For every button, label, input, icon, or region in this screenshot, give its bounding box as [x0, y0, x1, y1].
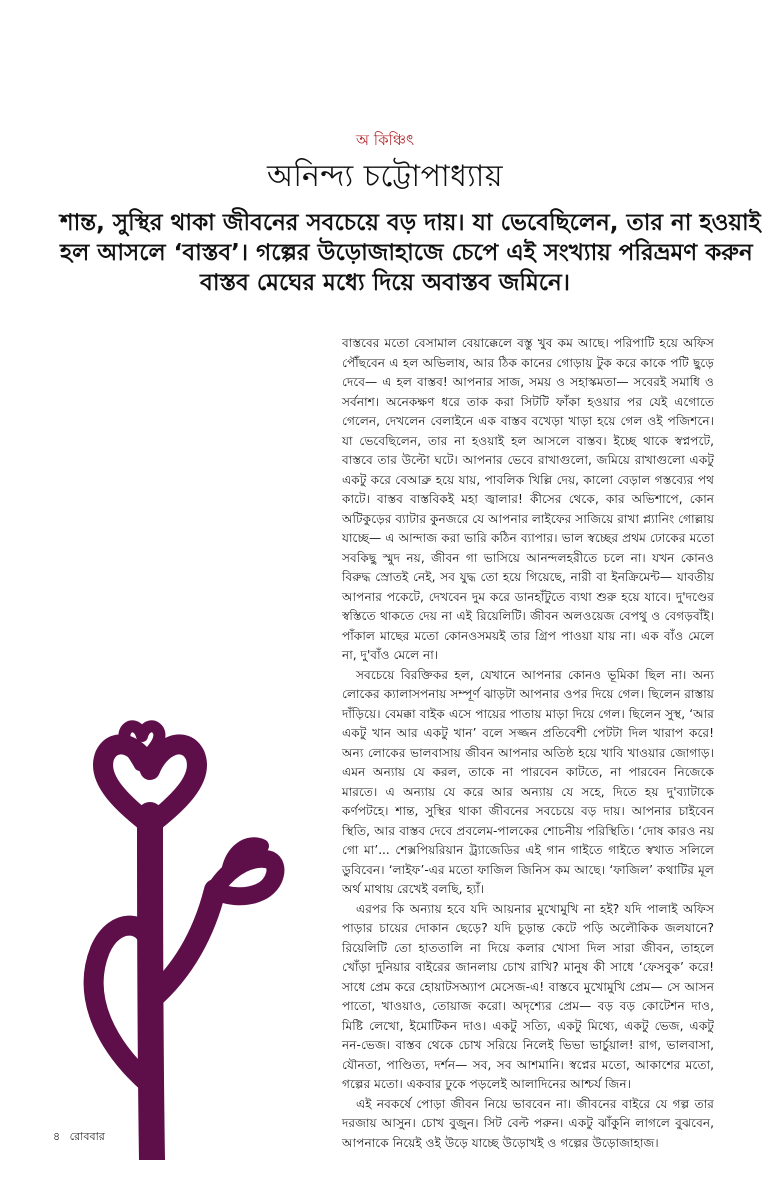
intro-line: হল আসলে ‘বাস্তব’। গল্পের উড়োজাহাজে চেপে এই সংখ্যায় পরিভ্রমণ করুন [60, 240, 753, 266]
intro-line: বাস্তব মেঘের মধ্যে দিয়ে অবাস্তব জমিনে। [200, 270, 570, 296]
page-number: ৪ [53, 1130, 61, 1143]
section-label: অ কিঞ্চিৎ [356, 131, 414, 149]
article-paragraph: এই নবকর্ষে পোড়া জীবন নিয়ে ভাববেন না। জীবনের বাইরে যে গল্প তার দরজায় আসুন। চোখ বুজুন। সিট বেল্ট পরুন। একটু ঝাঁকুনি লাগলে বুঝবেন, আপনাকে নিয়েই ওই উড়ে যাচ্ছে উড়োখই ও গল্পের উড়োজাহাজ। [342, 1096, 714, 1150]
author-name: অনিন্দ্য চট্টোপাধ্যায় [266, 159, 504, 194]
magazine-name: রোববার [69, 1130, 105, 1143]
page-footer [53, 1128, 111, 1147]
article-paragraph: বাস্তবের মতো বেসামাল বেয়াক্কেলে বস্তু খুব কম আছে। পরিপাটি হয়ে অফিস পৌঁছবেন এ হল অভিলাষ, আর ঠিক কানের গোড়ায় টুক করে কাকে পটি ছুড়ে দেবে— এ হল বাস্তব! আপনার সাজ, সময় ও সহাস্কমতা— সবেরই সমাধি ও সর্বনাশ। অনেকক্ষণ ধরে তাক করা সিটটি ফাঁকা হওয়ার পর যেই এগোতে গেলেন, দেখলেন বেলাইনে এক বাস্তব বখেড়া খাড়া হয়ে গেল ওই পজিশনে। যা ভেবেছিলেন, তার না হওয়াই হল আসলে বাস্তব। ইচ্ছে থাকে স্বপ্নপটে, বাস্তবে তার উল্টো ঘটে। আপনার ভেবে রাখাগুলো, জমিয়ে রাখাগুলো একটু একটু করে বেআব্রু হয়ে যায়, পাবলিক খিল্লি দেয়, কালো বেড়াল গস্তব্যের পথ কাটে। বাস্তব বাস্তবিকই মহা জ্বালার! কীসের থেকে, কার অভিশাপে, কোন অটিকুড়ের ব্যাটার কুনজরে যে আপনার লাইফের সাজিয়ে রাখা প্ল্যানিং গোল্লায় যাচ্ছে— এ আন্দাজ করা ভারি কঠিন ব্যাপার। ভাল স্বচ্ছের প্রথম ঢোকের মতো সবকিছু স্মুদ নয়, জীবন গা ভাসিয়ে আনন্দলহরীতে চলে না। যখন কোনও বিরুদ্ধ স্রোতই নেই, সব যুদ্ধ তো হয়ে গিয়েছে, নারী বা ইনক্রিমেন্ট— যাবতীয় আপনার পকেটে, দেখবেন দুম করে ডানহাঁটুতে ব্যথা শুরু হয়ে যাবে। দু'দণ্ডের স্বস্তিতে থাকতে দেয় না এই রিয়েলিটি। জীবন অলওয়েজ বেপথু ও বেগড়বাঁই। পাঁকাল মাছের মতো কোনওসময়ই তার গ্রিপ পাওয়া যায় না। এক বাঁও মেলে না, দু'বাঁও মেলে না। [342, 336, 714, 662]
flower-illustration [0, 700, 340, 1160]
intro-blurb [60, 208, 761, 298]
article-paragraph: সবচেয়ে বিরক্তিকর হল, যেখানে আপনার কোনও ভূমিকা ছিল না। অন্য লোকের ক্যালাসপনায় সম্পূর্ণ ঝাড়টা আপনার ওপর দিয়ে গেল। ছিলেন রাস্তায় দাঁড়িয়ে। বেমক্কা বাইক এসে পায়ের পাতায় মাড়া দিয়ে গেল। ছিলেন সুস্থ, ‘আর একটু খান আর একটু খান’ বলে সজ্জন প্রতিবেশী পেটটা দিল খারাপ করে! অন্য লোকের ভালবাসায় জীবন আপনার অতিষ্ঠ হয়ে খাবি খাওয়ার জোগাড়। এমন অন্যায় যে করল, তাকে না পারবেন কাটতে, না পারবেন নিজেকে মারতে। এ অন্যায় যে করে আর অন্যায় যে সহে, দিতে হয় দু'ব্যাটাকে কর্ণপটহে। শান্ত, সুস্থির থাকা জীবনের সবচেয়ে বড় দায়। আপনার চাইবেন স্থিতি, আর বাস্তব দেবে প্রবলেম-পালকের শোচনীয় পরিস্থিতি। ‘দোষ কারও নয় গো মা’... শেক্সপিয়রিয়ান ট্র্যাজেডির এই গান গাইতে গাইতে স্বখাত সলিলে ডুবিবেন। ‘লাইফ’-এর মতো ফাজিল জিনিস কম আছে। ‘ফাজিল’ কথাটির মূল অর্থ মাথায় রেখেই বলছি, হ্যাঁ। [342, 667, 714, 896]
article-body [342, 334, 714, 1153]
article-paragraph: এরপর কি অন্যায় হবে যদি আয়নার মুখোমুখি না হই? যদি পালাই অফিস পাড়ার চায়ের দোকান ছেড়ে? যদি চূড়ান্ত কেটে পড়ি অলৌকিক জলযানে? রিয়েলিটি তো হাততালি না দিয়ে কলার খোসা দিল সারা জীবন, তাহলে খোঁড়া দুনিয়ার বাইরের জানলায় চোখ রাখি? মানুষ কী সাধে ‘ফেসবুক’ করে! সাধে প্রেম করে হোয়াটসঅ্যাপ মেসেজ-এ! বাস্তবে মুখোমুখি প্রেম— সে আসন পাতো, খাওয়াও, তোয়াজ করো। অদৃশ্যের প্রেম— বড় বড় কোটেশন দাও, মিষ্টি লেখো, ইমোটিকন দাও। একটু সত্যি, একটু মিথ্যে, একটু ভেজ, একটু নন-ভেজ। বাস্তব থেকে চোখ সরিয়ে নিলেই ভিভা ভার্চুয়াল! রাগ, ভালবাসা, যৌনতা, পাণ্ডিত্য, দর্শন— সব, সব আশমানি। স্বপ্নের মতো, আকাশের মতো, গল্পের মতো। একবার ঢুকে পড়লেই আলাদিনের আশ্চর্য জিন। [342, 901, 714, 1091]
intro-line: শান্ত, সুস্থির থাকা জীবনের সবচেয়ে বড় দায়। যা ভেবেছিলেন, তার না হওয়াই [60, 210, 761, 236]
